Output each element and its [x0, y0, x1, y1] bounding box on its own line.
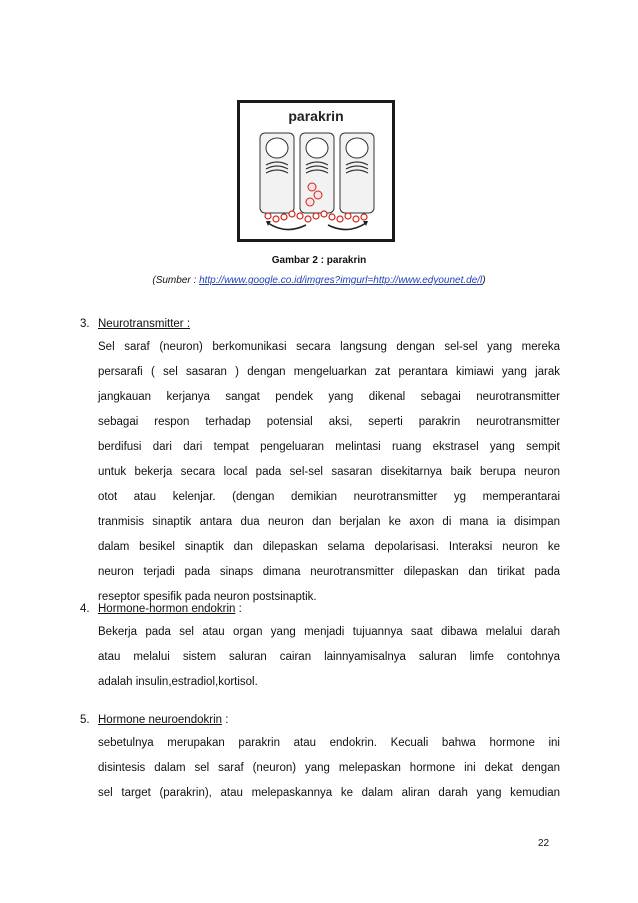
- paragraph-line: dalam besikel sinaptik dan dilepaskan selama depolarisasi. Interaksi neuron ke: [98, 541, 560, 553]
- paragraph-line: sebagai respon terhadap potensial aksi, seperti parakrin neurotransmitter: [98, 416, 560, 428]
- paragraph-line: Sel saraf (neuron) berkomunikasi secara langsung dengan sel-sel yang mereka: [98, 341, 560, 353]
- item-heading-suffix: :: [235, 603, 242, 615]
- paragraph-line: sel target (parakrin), atau melepaskannya ke dalam aliran darah yang kemudian: [98, 787, 560, 799]
- item-heading: [98, 318, 190, 330]
- paragraph-line: jangkauan kerjanya sangat pendek yang dikenal sebagai neurotransmitter: [98, 391, 560, 403]
- item-number: 3.: [80, 318, 90, 330]
- figure-source: [0, 275, 638, 286]
- item-heading-text: Neurotransmitter :: [98, 318, 191, 330]
- item-number: 4.: [80, 603, 90, 615]
- source-link[interactable]: http://www.google.co.id/imgres?imgurl=http://www.edyounet.de/l: [199, 275, 483, 286]
- item-heading-text: Hormone-hormon endokrin: [98, 603, 236, 615]
- paragraph-line: adalah insulin,estradiol,kortisol.: [98, 676, 258, 688]
- figure-caption: Gambar 2 : parakrin: [271, 255, 367, 266]
- item-heading-text: Hormone neuroendokrin: [98, 714, 223, 726]
- figure-title: parakrin: [288, 108, 344, 124]
- paragraph-line: otot atau kelenjar. (dengan demikian neurotransmitter yg memperantarai: [98, 491, 560, 503]
- paragraph-line: disintesis dalam sel saraf (neuron) yang melepaskan hormone ini dekat dengan: [98, 762, 560, 774]
- paragraph-line: tranmisis sinaptik antara dua neuron dan berjalan ke axon di mana ia disimpan: [98, 516, 560, 528]
- paragraph-line: reseptor spesifik pada neuron postsinaptik.: [98, 591, 317, 603]
- paragraph-line: sebetulnya merupakan parakrin atau endokrin. Kecuali bahwa hormone ini: [98, 737, 560, 749]
- paragraph-line: berdifusi dari dari tempat pengeluaran melintasi ruang ekstrasel yang sempit: [98, 441, 560, 453]
- paragraph-line: Bekerja pada sel atau organ yang menjadi tujuannya saat dibawa melalui darah: [98, 626, 560, 638]
- item-heading-suffix: :: [222, 714, 229, 726]
- item-heading: [98, 714, 228, 726]
- item-number: 5.: [80, 714, 90, 726]
- page-number: 22: [538, 838, 550, 849]
- item-heading: [98, 603, 242, 615]
- source-prefix: (Sumber :: [152, 275, 200, 286]
- source-suffix: ): [482, 275, 486, 286]
- paragraph-line: neuron terjadi pada sinaps dimana neurotransmitter dilepaskan dan tirikat pada: [98, 566, 560, 578]
- paragraph-line: atau melalui sistem saluran cairan lainnyamisalnya saluran limfe contohnya: [98, 651, 560, 663]
- paragraph-line: untuk bekerja secara local pada sel-sel sasaran disekitarnya baik berupa neuron: [98, 466, 560, 478]
- parakrin-illustration: [240, 103, 392, 239]
- figure-parakrin: [237, 100, 395, 242]
- paragraph-line: persarafi ( sel sasaran ) dengan mengeluarkan zat perantara kimiawi yang jarak: [98, 366, 560, 378]
